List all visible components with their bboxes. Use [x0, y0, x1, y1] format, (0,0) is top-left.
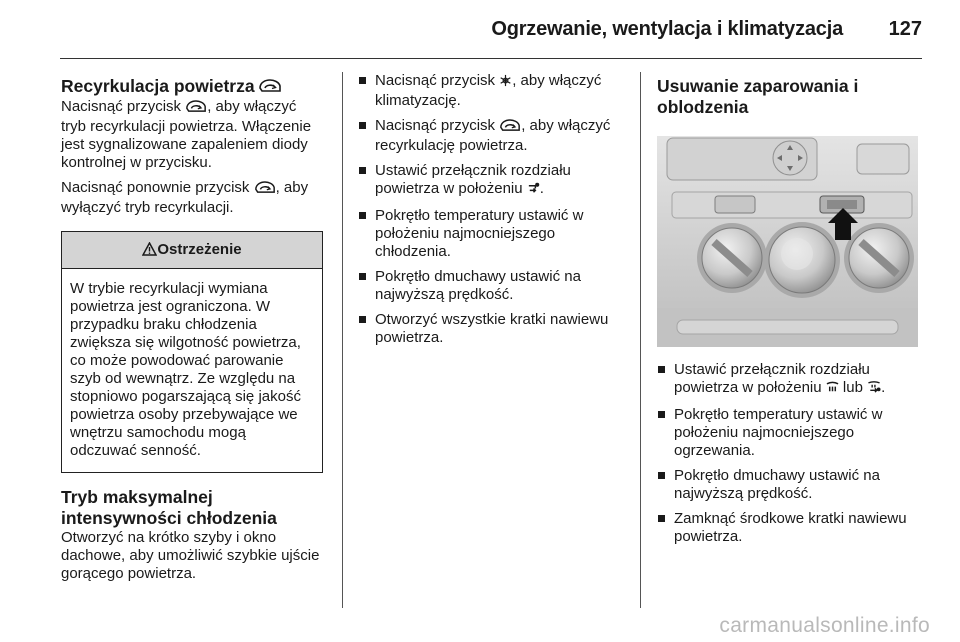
warning-header [62, 232, 322, 269]
section-heading-recirculation: Recyrkulacja powietrza [61, 76, 325, 98]
right-column [657, 72, 927, 553]
list-item: Otworzyć wszystkie kratki nawiewu powietrza. [358, 311, 630, 347]
bullet-square [658, 411, 665, 418]
bullet-square [658, 366, 665, 373]
warning-title: Ostrzeżenie [157, 240, 242, 258]
recirculation-icon [258, 77, 282, 98]
bullet-square [658, 472, 665, 479]
middle-column [358, 72, 630, 354]
watermark: carmanualsonline.info [719, 614, 930, 637]
bullet-square [359, 316, 366, 323]
paragraph-recirculation-on: Nacisnąć przycisk , aby włączyć tryb recyrkulacji powietrza. Włączenie jest sygnalizowane zapaleniem diody kontrolnej w przycisku. [61, 97, 312, 171]
bullet-square [359, 212, 366, 219]
bullet-square [359, 122, 366, 129]
windscreen-defrost-icon [826, 381, 839, 399]
left-column [61, 72, 325, 590]
recirculation-icon [499, 119, 521, 137]
column-divider-right [640, 72, 641, 608]
warning-box [61, 231, 323, 473]
ac-snowflake-icon [499, 74, 512, 92]
header-rule [60, 58, 922, 59]
list-item: Nacisnąć przycisk , aby włączyć recyrkulację powietrza. [358, 117, 630, 155]
section-heading-defrost: Usuwanie zaparowania i oblodzenia [657, 76, 859, 117]
page-number: 127 [888, 18, 922, 40]
list-item: Pokrętło temperatury ustawić w położeniu najmocniejszego ogrzewania. [657, 406, 927, 460]
bullet-square [359, 77, 366, 84]
recirculation-icon [185, 100, 207, 118]
section-heading-max-cooling: Tryb maksymalnej intensywności chłodzenia [61, 486, 277, 528]
recirculation-icon [254, 181, 276, 199]
list-item: Pokrętło temperatury ustawić w położeniu najmocniejszego chłodzenia. [358, 207, 630, 261]
bullet-square [658, 515, 665, 522]
list-item: Zamknąć środkowe kratki nawiewu powietrza. [657, 510, 927, 546]
header-title: Ogrzewanie, wentylacja i klimatyzacja [491, 18, 843, 40]
list-item: Pokrętło dmuchawy ustawić na najwyższą prędkość. [657, 467, 927, 503]
paragraph-max-cooling: Otworzyć na krótko szyby i okno dachowe, aby umożliwić szybkie ujście gorącego powietrza. [61, 528, 320, 582]
max-cooling-steps [358, 72, 630, 347]
list-item: Ustawić przełącznik rozdziału powietrza w położeniu . [358, 162, 630, 200]
vent-face-icon [527, 182, 540, 200]
warning-triangle-icon [142, 234, 157, 270]
climate-control-panel-illustration [657, 136, 918, 347]
column-divider-left [342, 72, 343, 608]
defrost-steps [657, 361, 927, 546]
list-item: Nacisnąć przycisk , aby włączyć klimatyzację. [358, 72, 630, 110]
paragraph-recirculation-off: Nacisnąć ponownie przycisk , aby wyłączyć tryb recyrkulacji. [61, 178, 309, 216]
bullet-square [359, 167, 366, 174]
list-item: Pokrętło dmuchawy ustawić na najwyższą prędkość. [358, 268, 630, 304]
windscreen-floor-icon [867, 381, 881, 399]
bullet-square [359, 273, 366, 280]
warning-text: W trybie recyrkulacji wymiana powietrza jest ograniczona. W przypadku braku chłodzenia zwiększa się wilgotność powietrza, co może powodować parowanie szyb od wewnątrz. Ze względu na stopniowo pogarszającą się jakość powietrza osoby przebywające we wnętrzu samochodu mogą odczuwać senność. [70, 279, 301, 459]
list-item: Ustawić przełącznik rozdziału powietrza w położeniu lub . [657, 361, 927, 399]
